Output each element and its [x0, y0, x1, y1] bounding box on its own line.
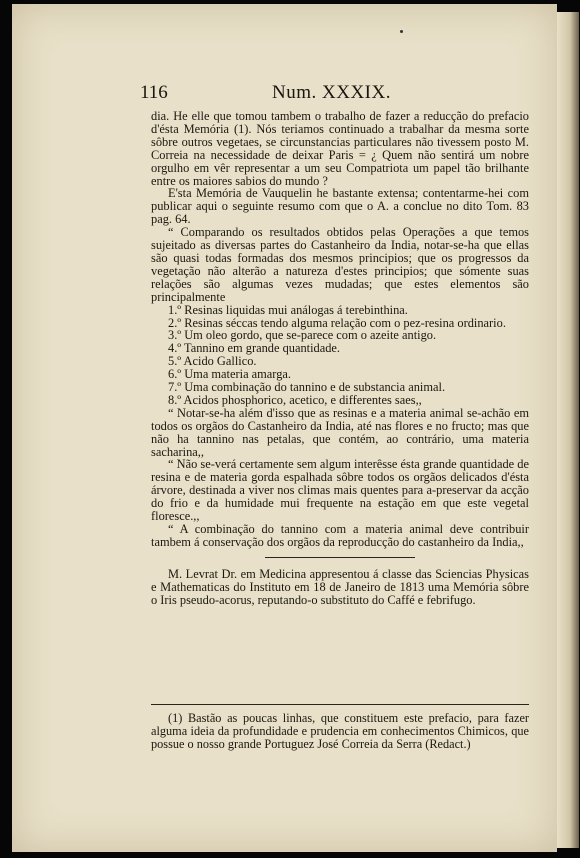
list-item: 6.º Uma materia amarga. [168, 367, 291, 382]
paragraph: dia. He elle que tomou tambem o trabalho de fazer a reducção do prefacio d'ésta Memória (1). Nós teriamos continuado a trabalhar da mesma sorte sôbre outros vegetaes, se circunstancias particulares não tivessem posto M. Correia na necessidade de deixar Paris = ¿ Quem não sentirá um nobre orgulho em vêr representar a um seu Compatriota um papel tão brilhante entre os maiores sabios do mundo ? [151, 109, 529, 188]
list-item: 3.º Um oleo gordo, que se-parece com o azeite antigo. [168, 328, 437, 343]
list-item: 8.º Acidos phosphorico, acetico, e differentes saes,, [168, 392, 422, 407]
ink-speck [400, 30, 403, 33]
page-number: 116 [140, 82, 168, 103]
list-item: 7.º Uma combinação do tannino e de substancia animal. [168, 380, 446, 395]
paragraph: M. Levrat Dr. em Medicina appresentou á classe das Sciencias Physicas e Mathematicas do Instituto em 18 de Janeiro de 1813 uma Memória sôbre o Iris pseudo-acorus, reputando-o substituto do Caffé e febrifugo. [151, 566, 529, 607]
paragraph: “ Notar-se-ha além d'isso que as resinas e a materia animal se-achão em todos os orgãos do Castanheiro da India, até nas flores e no fructo; mas que não ha tannino nas petalas, que contém, ao contrário, uma materia sacharina,, [151, 405, 529, 459]
component-list [151, 304, 529, 407]
list-item: 2.º Resinas séccas tendo alguma relação com o pez-resina ordinario. [168, 315, 506, 330]
paragraph: “ Não se-verá certamente sem algum interêsse ésta grande quantidade de resina e de materia gorda espalhada sôbre todos os orgãos delicados d'ésta árvore, destinada a viver nos climas mais quentes para a-preservar da acção do frio e da humidade mui frequente na estação em que este vegetal floresce.,, [151, 457, 529, 524]
paragraph: “ A combinação do tannino com a materia animal deve contribuir tambem á conservação dos orgãos da reproducção do castanheiro da India,, [151, 522, 529, 549]
list-item: 1.º Resinas liquidas mui análogas á terebinthina. [168, 302, 408, 317]
paragraph: “ Comparando os resultados obtidos pelas Operações a que temos sujeitado as diversas partes do Castanheiro da India, notar-se-ha que ellas são quasi todas formadas dos mesmos principios; que os progressos da vegetação não alterão a natureza d'estes principios; que sómente suas relações são algumas vezes mudadas; que estes elementos são principalmente [151, 225, 529, 304]
section-divider [265, 557, 415, 558]
page-title: Num. XXXIX. [272, 82, 391, 103]
footnote: (1) Bastão as poucas linhas, que constituem este prefacio, para fazer alguma ideia da profundidade e prudencia em conhecimentos Chimicos, que possue o nosso grande Portuguez José Correia da Serra (Redact.) [151, 711, 529, 751]
paragraph: E'sta Memória de Vauquelin he bastante extensa; contentarme-hei com publicar aqui o seguinte resumo com que o A. a conclue no dito Tom. 83 pag. 64. [151, 186, 529, 227]
running-header [140, 82, 440, 108]
list-item: 4.º Tannino em grande quantidade. [168, 341, 341, 356]
page-edge [557, 12, 579, 848]
main-text [151, 110, 529, 607]
footnote-divider [151, 704, 529, 705]
footnotes [151, 712, 529, 751]
list-item: 5.º Acido Gallico. [168, 354, 257, 369]
